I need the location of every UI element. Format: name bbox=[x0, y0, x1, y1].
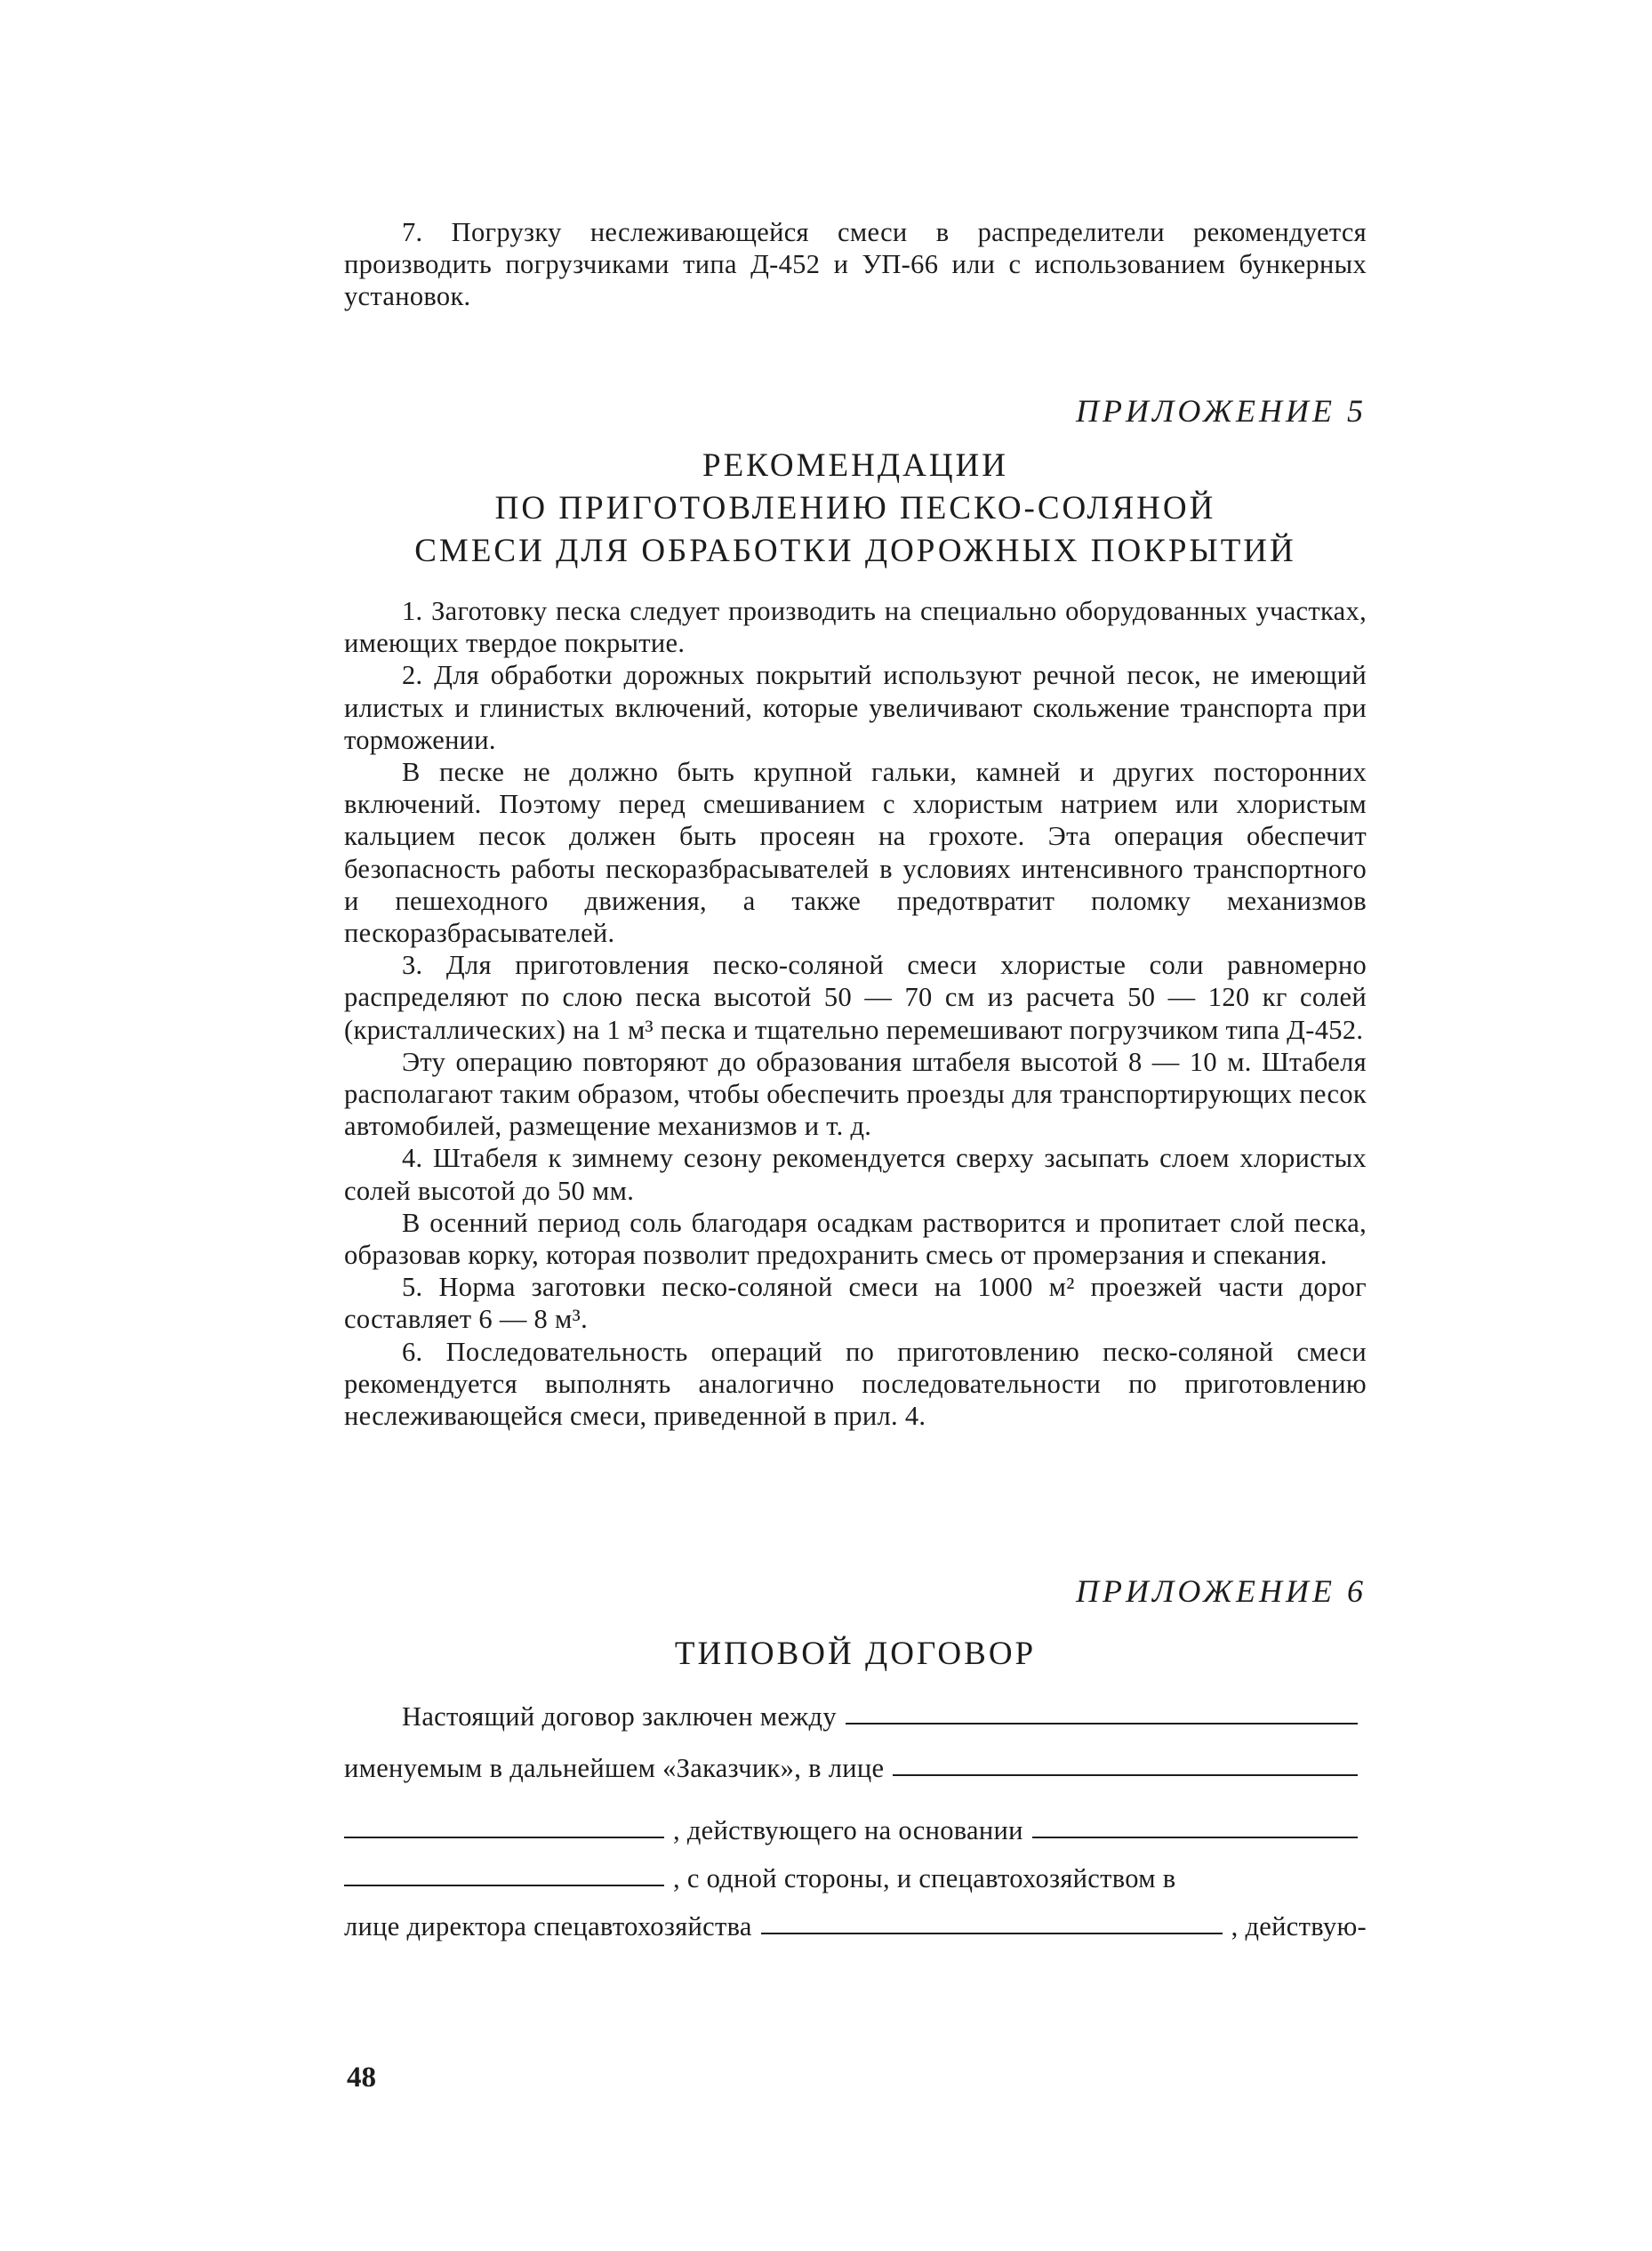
contract-line-2 bbox=[344, 1749, 1367, 1784]
title-line-1: РЕКОМЕНДАЦИИ bbox=[702, 447, 1008, 484]
paragraph-2-continued: В песке не должно быть крупной гальки, камней и других посторонних включений. Поэтому перед смешиванием с хлористым натрием или хлористым кальцием песок должен быть просеян на грохоте. Эта операция обеспечит безопасность работы пескоразбрасывателей в условиях интенсивного транспортного и пешеходного движения, а также предотвратит поломку механизмов пескоразбрасывателей. bbox=[344, 757, 1367, 949]
paragraph-6: 6. Последовательность операций по приготовлению песко-соляной смеси рекомендуется выполнять аналогично последовательности по приготовлению неслеживающейся смеси, приведенной в прил. 4. bbox=[344, 1336, 1367, 1432]
blank-field-2 bbox=[893, 1774, 1358, 1776]
paragraph-1: 1. Заготовку песка следует производить на специально оборудованных участках, имеющих твердое покрытие. bbox=[344, 596, 1367, 659]
paragraph-3: 3. Для приготовления песко-соляной смеси хлористые соли равномерно распределяют по слою песка высотой 50 — 70 см из расчета 50 — 120 кг солей (кристаллических) на 1 м³ песка и тщательно перемешивают погрузчиком типа Д-452. bbox=[344, 950, 1367, 1045]
contract-text-3: , действующего на основании bbox=[673, 1815, 1023, 1845]
blank-field-6 bbox=[761, 1933, 1223, 1934]
paragraph-3-continued: Эту операцию повторяют до образования штабеля высотой 8 — 10 м. Штабеля располагают таким образом, чтобы обеспечить проезды для транспортирующих песок автомобилей, размещение механизмов и т. д. bbox=[344, 1046, 1367, 1142]
page-number: 48 bbox=[347, 2062, 376, 2094]
intro-section bbox=[344, 216, 1367, 313]
appendix-5-label: ПРИЛОЖЕНИЕ 5 bbox=[1076, 393, 1367, 429]
contract-line-1 bbox=[344, 1697, 1367, 1732]
contract-line-3 bbox=[344, 1811, 1367, 1846]
contract-text-5: лице директора спецавтохозяйства bbox=[344, 1911, 752, 1941]
blank-field-1 bbox=[846, 1723, 1358, 1724]
contract-line-5 bbox=[344, 1907, 1367, 1942]
contract-title: ТИПОВОЙ ДОГОВОР bbox=[674, 1636, 1037, 1672]
paragraph-4: 4. Штабеля к зимнему сезону рекомендуется сверху засыпать слоем хлористых солей высотой до 50 мм. bbox=[344, 1143, 1367, 1206]
appendix-6-label: ПРИЛОЖЕНИЕ 6 bbox=[1076, 1573, 1367, 1609]
contract-line-4 bbox=[344, 1859, 1367, 1894]
paragraph-4-continued: В осенний период соль благодаря осадкам растворится и пропитает слой песка, образовав корку, которая позволит предохранить смесь от промерзания и спекания. bbox=[344, 1207, 1367, 1271]
paragraph-item-7: 7. Погрузку неслеживающейся смеси в распределители рекомендуется производить погрузчиками типа Д-452 и УП-66 или с использованием бункерных установок. bbox=[344, 217, 1367, 312]
blank-field-3 bbox=[344, 1837, 664, 1838]
title-line-2: ПО ПРИГОТОВЛЕНИЮ ПЕСКО-СОЛЯНОЙ bbox=[494, 490, 1216, 527]
contract-text-6: , действую- bbox=[1231, 1911, 1367, 1941]
contract-text-4-content: , с одной стороны, и спецавтохозяйством в bbox=[673, 1863, 1176, 1893]
appendix-6-title bbox=[344, 1633, 1367, 1676]
blank-field-4 bbox=[1032, 1837, 1358, 1838]
paragraph-2: 2. Для обработки дорожных покрытий используют речной песок, не имеющий илистых и глинистых включений, которые увеличивают скольжение транспорта при торможении. bbox=[344, 660, 1367, 755]
paragraph-5: 5. Норма заготовки песко-соляной смеси на 1000 м² проезжей части дорог составляет 6 — 8 м³. bbox=[344, 1272, 1367, 1335]
contract-text-4 bbox=[673, 1863, 1367, 1894]
contract-text-1: Настоящий договор заключен между bbox=[402, 1701, 837, 1732]
blank-field-5 bbox=[344, 1885, 664, 1886]
contract-text-2: именуемым в дальнейшем «Заказчик», в лице bbox=[344, 1753, 885, 1783]
title-line-3: СМЕСИ ДЛЯ ОБРАБОТКИ ДОРОЖНЫХ ПОКРЫТИЙ bbox=[414, 533, 1296, 569]
appendix-5-title bbox=[344, 445, 1367, 573]
appendix-5-body bbox=[344, 595, 1367, 1432]
